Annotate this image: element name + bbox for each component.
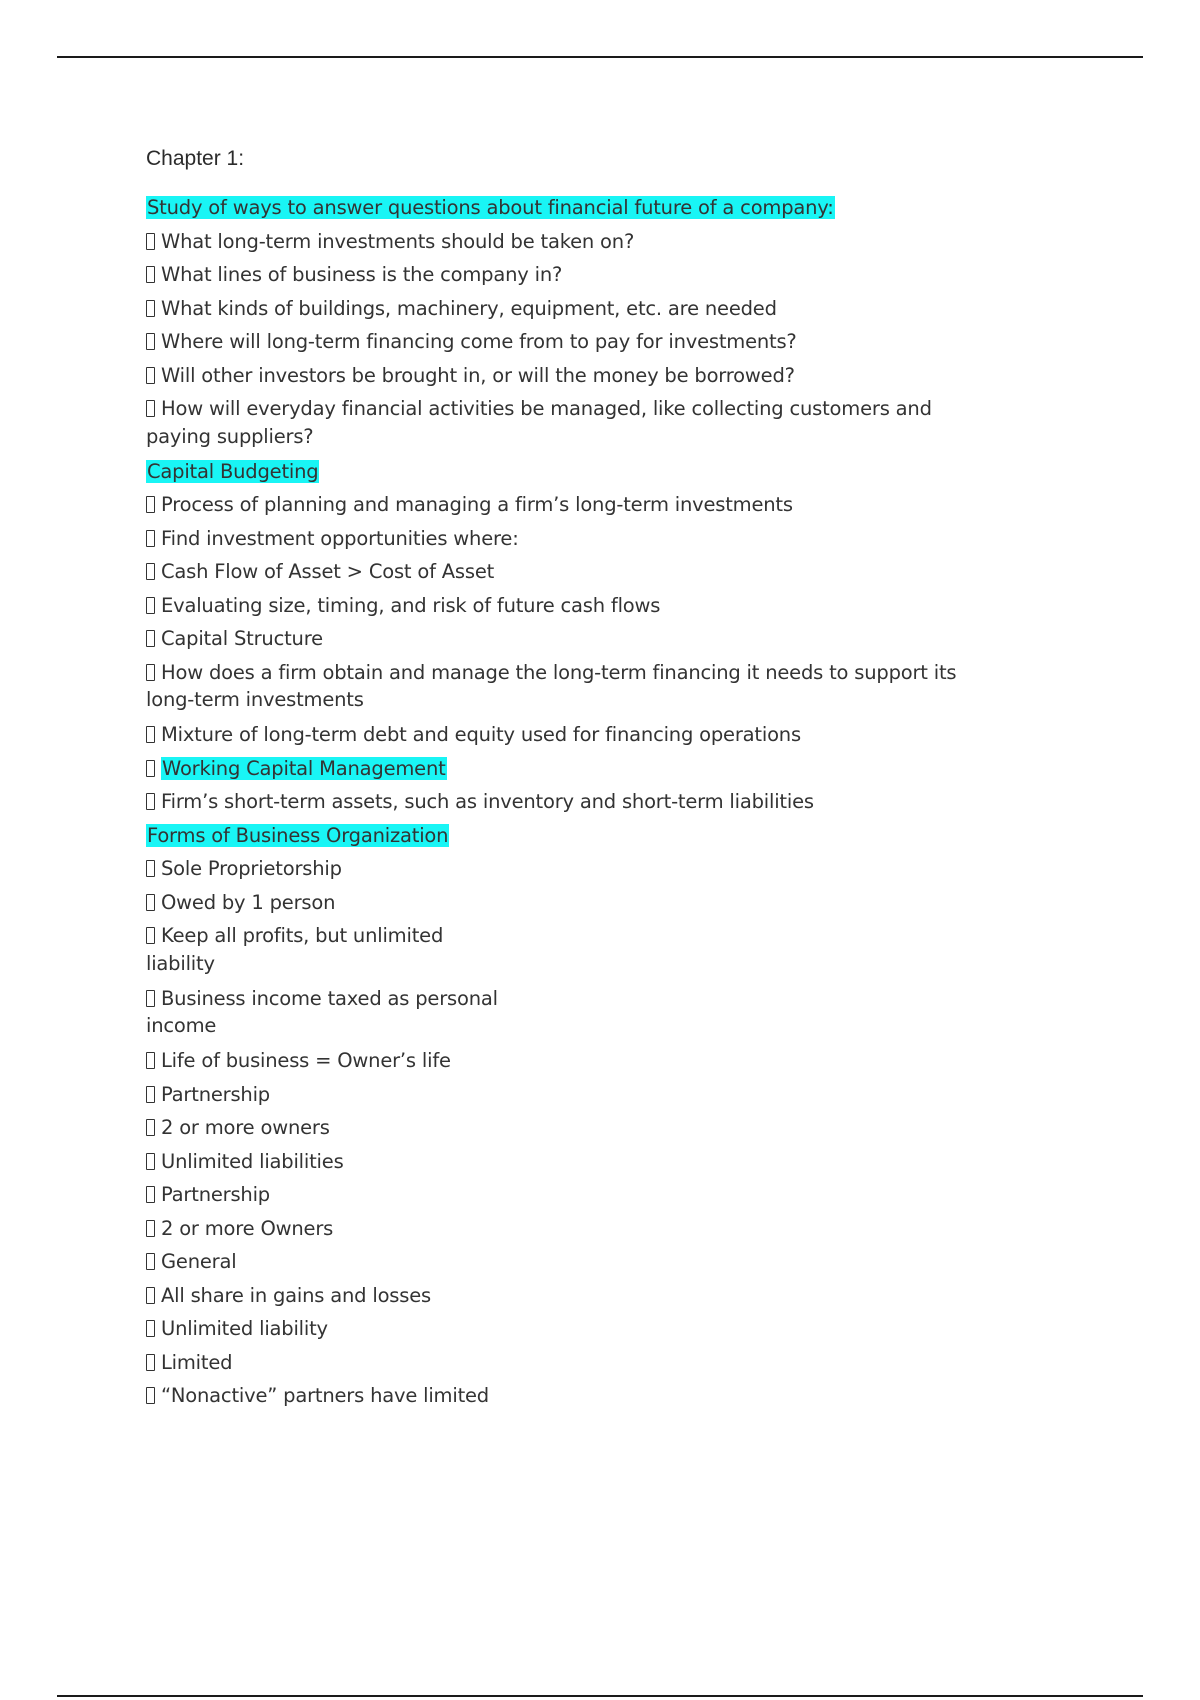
note-text: Unlimited liability: [161, 1317, 328, 1340]
bullet-box-icon: [146, 1387, 155, 1404]
note-text: Limited: [161, 1350, 233, 1374]
highlighted-note-line: [146, 455, 1026, 489]
note-line: [146, 1312, 1026, 1346]
note-text: Business income taxed as personal: [161, 986, 498, 1010]
highlighted-note-line: [146, 752, 1026, 786]
note-line: [146, 1178, 1026, 1212]
note-line: [146, 852, 1026, 886]
note-text: long-term investments: [146, 688, 364, 711]
note-text: Partnership: [161, 1183, 270, 1206]
note-text: Evaluating size, timing, and risk of future cash flows: [161, 593, 661, 617]
note-text: Firm’s short-term assets, such as inventory and short-term liabilities: [161, 790, 814, 813]
note-text: All share in gains and losses: [161, 1283, 431, 1307]
note-text: liability: [146, 951, 215, 975]
note-line: [146, 1212, 1026, 1246]
bullet-box-icon: [146, 1052, 155, 1069]
note-text: Working Capital Management: [162, 756, 446, 780]
notes-list: [146, 191, 1026, 1413]
note-line: [146, 1111, 1026, 1145]
note-line: [146, 1145, 1026, 1179]
bullet-box-icon: [146, 664, 155, 681]
note-text: Will other investors be brought in, or will the money be borrowed?: [161, 363, 795, 387]
note-line: [146, 488, 1026, 522]
note-line: [146, 785, 1026, 819]
bullet-box-icon: [146, 367, 155, 384]
bullet-box-icon: [146, 1287, 155, 1304]
note-text: Partnership: [161, 1082, 270, 1106]
note-line: [146, 325, 1026, 359]
note-line: [146, 1078, 1026, 1112]
bullet-box-icon: [146, 400, 155, 417]
bullet-box-icon: [146, 266, 155, 283]
note-text: Mixture of long-term debt and equity used for financing operations: [161, 723, 801, 746]
note-text: What lines of business is the company in?: [161, 263, 563, 286]
bullet-box-icon: [146, 990, 155, 1007]
note-line: [146, 656, 1026, 690]
bullet-box-icon: [146, 300, 155, 317]
note-text: General: [161, 1250, 237, 1273]
note-line: [146, 258, 1026, 292]
note-continuation: [146, 1011, 1026, 1041]
note-line: [146, 392, 1026, 426]
note-text: income: [146, 1014, 217, 1037]
bullet-box-icon: [146, 894, 155, 911]
highlighted-note-line: [146, 191, 1026, 225]
note-text: How does a firm obtain and manage the long-term financing it needs to support its: [161, 660, 957, 684]
note-line: [146, 1279, 1026, 1313]
note-continuation: [146, 949, 1026, 979]
note-text: Study of ways to answer questions about financial future of a company:: [147, 196, 834, 219]
note-line: [146, 718, 1026, 752]
bullet-box-icon: [146, 496, 155, 513]
note-text: Keep all profits, but unlimited: [161, 924, 444, 947]
bullet-box-icon: [146, 1253, 155, 1270]
bullet-box-icon: [146, 726, 155, 743]
bullet-box-icon: [146, 233, 155, 250]
bullet-box-icon: [146, 1086, 155, 1103]
note-line: [146, 1044, 1026, 1078]
document-body: [146, 144, 1026, 1413]
note-text: Unlimited liabilities: [161, 1149, 344, 1173]
note-continuation: [146, 685, 1026, 715]
bullet-box-icon: [146, 1354, 155, 1371]
note-continuation: [146, 422, 1026, 452]
note-line: [146, 1346, 1026, 1380]
note-text: 2 or more Owners: [161, 1216, 334, 1240]
note-text: How will everyday financial activities be managed, like collecting customers and: [161, 397, 932, 420]
note-text: Sole Proprietorship: [161, 857, 342, 880]
note-line: [146, 982, 1026, 1016]
note-text: What kinds of buildings, machinery, equipment, etc. are needed: [161, 296, 777, 320]
note-line: [146, 555, 1026, 589]
note-line: [146, 1245, 1026, 1279]
note-text: Owed by 1 person: [161, 890, 336, 914]
note-text: “Nonactive” partners have limited: [161, 1384, 489, 1407]
note-line: [146, 359, 1026, 393]
bullet-box-icon: [146, 927, 155, 944]
bullet-box-icon: [146, 333, 155, 350]
bullet-box-icon: [146, 597, 155, 614]
note-line: [146, 225, 1026, 259]
note-line: [146, 522, 1026, 556]
bullet-box-icon: [146, 1320, 155, 1337]
bullet-box-icon: [146, 563, 155, 580]
bullet-box-icon: [146, 530, 155, 547]
note-text: Find investment opportunities where:: [161, 526, 519, 550]
note-text: 2 or more owners: [161, 1116, 330, 1139]
note-text: Life of business = Owner’s life: [161, 1049, 451, 1072]
note-text: Capital Budgeting: [147, 459, 319, 483]
bullet-box-icon: [146, 760, 155, 777]
note-text: Where will long-term financing come from to pay for investments?: [161, 330, 797, 353]
note-line: [146, 622, 1026, 656]
note-line: [146, 292, 1026, 326]
note-text: paying suppliers?: [146, 424, 314, 448]
bullet-box-icon: [146, 1119, 155, 1136]
bullet-box-icon: [146, 1220, 155, 1237]
note-text: What long-term investments should be taken on?: [161, 229, 635, 253]
note-text: Cash Flow of Asset > Cost of Asset: [161, 560, 495, 583]
bullet-box-icon: [146, 1153, 155, 1170]
top-rule: [57, 56, 1143, 58]
note-line: [146, 1379, 1026, 1413]
bullet-box-icon: [146, 793, 155, 810]
bottom-rule: [57, 1695, 1143, 1697]
chapter-heading: Chapter 1:: [146, 147, 245, 170]
bullet-box-icon: [146, 860, 155, 877]
note-text: Forms of Business Organization: [147, 823, 449, 847]
note-line: [146, 919, 1026, 953]
bullet-box-icon: [146, 630, 155, 647]
highlighted-note-line: [146, 819, 1026, 853]
note-text: Capital Structure: [161, 627, 323, 650]
note-text: Process of planning and managing a firm’s long-term investments: [161, 493, 793, 516]
note-line: [146, 886, 1026, 920]
note-line: [146, 589, 1026, 623]
bullet-box-icon: [146, 1186, 155, 1203]
